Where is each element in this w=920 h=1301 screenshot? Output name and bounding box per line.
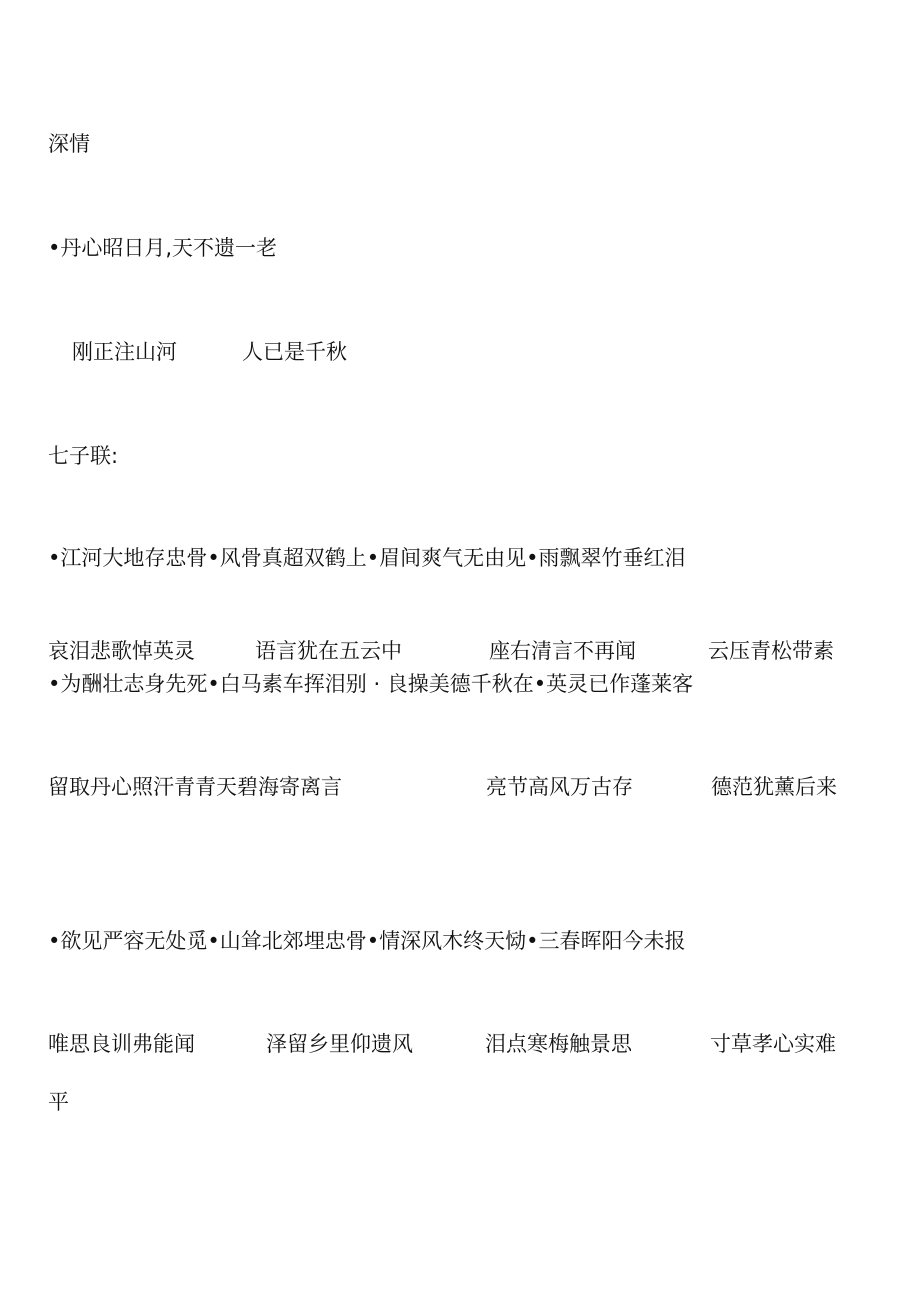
block2-first-line: •江河大地存忠骨•风骨真超双鹤上•眉间爽气无由见•雨飘翠竹垂红泪 (48, 546, 686, 570)
heading-shenqing: 深情 (48, 132, 90, 156)
block2-line2-col2: 语言犹在五云中 (255, 639, 402, 663)
block3-line2-col3: 泪点寒梅触景思 (485, 1032, 632, 1056)
block2-line4-col1: 留取丹心照汗青青天碧海寄离言 (48, 775, 342, 799)
block2-line4-col2: 亮节高风万古存 (486, 775, 633, 799)
block2-line2-col3: 座右清言不再闻 (489, 639, 636, 663)
block3-wrap: 平 (48, 1090, 69, 1114)
block3-line2-col1: 唯思良训弗能闻 (48, 1032, 195, 1056)
block3-line2-col4: 寸草孝心实难 (710, 1032, 836, 1056)
couplet1-col2: 人已是千秋 (242, 340, 347, 364)
section-qiziliao: 七子联: (48, 444, 119, 468)
block2-line2-col1: 哀泪悲歌悼英灵 (48, 639, 195, 663)
block3-line2-col2: 泽留乡里仰遗风 (266, 1032, 413, 1056)
block3-first-line: •欲见严容无处觅•山耸北郊埋忠骨•情深风木终天恸•三春晖阳今未报 (48, 929, 686, 953)
block2-line4-col3: 德范犹薰后来 (711, 775, 837, 799)
couplet1-col1: 刚正注山河 (72, 340, 177, 364)
block2-line2-col4: 云压青松带素 (708, 639, 834, 663)
block2-third-line: •为酬壮志身先死•白马素车挥泪别 · 良操美德千秋在•英灵已作蓬莱客 (48, 672, 694, 696)
couplet1-first-line: •丹心昭日月,天不遗一老 (48, 236, 278, 260)
